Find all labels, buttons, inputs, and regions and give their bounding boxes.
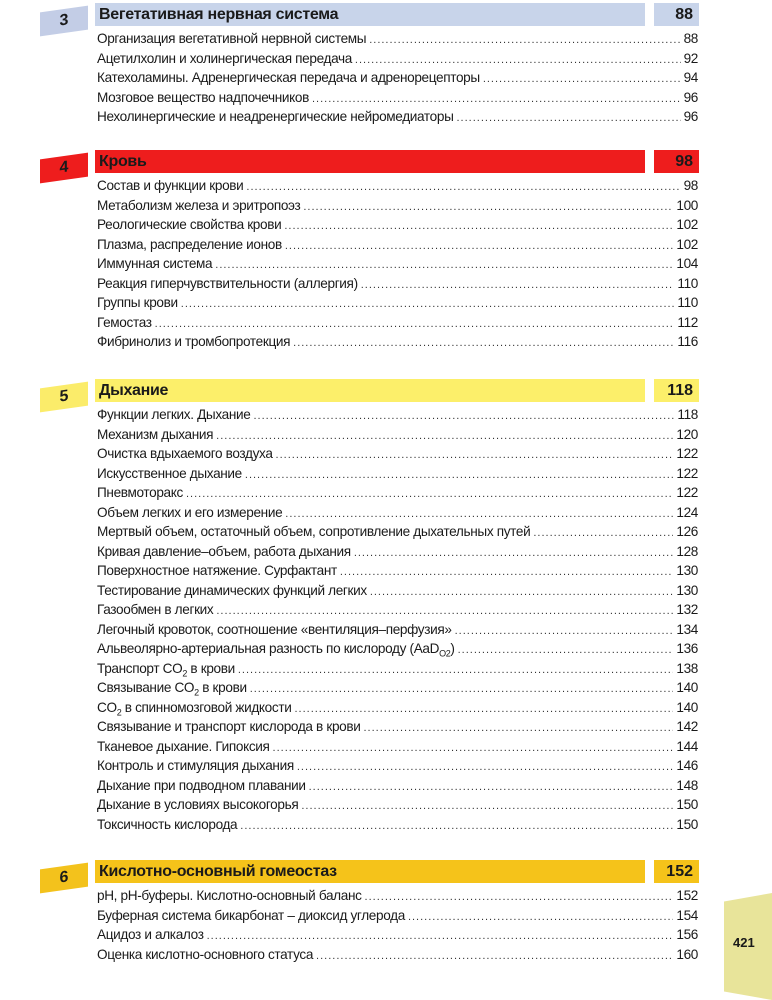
entry-title <box>97 256 212 271</box>
entry-title <box>97 109 454 124</box>
entry-title <box>97 602 213 617</box>
entry-title <box>97 947 313 962</box>
entry-text: Реакция гиперчувствительности (аллергия) <box>97 275 358 291</box>
toc-entry[interactable] <box>97 524 698 544</box>
entry-page: 100 <box>676 197 698 213</box>
entry-page: 96 <box>683 109 698 124</box>
leader-dots <box>361 279 675 291</box>
toc-entry[interactable] <box>97 276 698 296</box>
leader-dots <box>301 800 673 812</box>
entry-page: 142 <box>676 719 698 734</box>
entry-title <box>97 31 366 46</box>
leader-dots <box>246 181 680 193</box>
leader-dots <box>181 298 675 310</box>
toc-entry[interactable] <box>97 109 698 129</box>
entry-text-tail: в спинномозговой жидкости <box>121 699 292 715</box>
leader-dots <box>354 547 674 559</box>
toc-entry[interactable] <box>97 178 698 198</box>
entry-title <box>97 700 291 718</box>
entry-page: 116 <box>677 334 698 349</box>
entry-page: 96 <box>683 89 698 105</box>
entry-text: Тканевое дыхание. Гипоксия <box>97 738 270 754</box>
entry-text: Связывание и транспорт кислорода в крови <box>97 719 361 734</box>
entry-page: 122 <box>676 465 698 481</box>
entry-list <box>97 31 698 129</box>
toc-entry[interactable] <box>97 407 698 427</box>
chapter-title[interactable]: Кровь <box>95 150 645 173</box>
leader-dots <box>155 318 675 330</box>
leader-dots <box>215 259 673 271</box>
entry-page: 128 <box>676 543 698 559</box>
leader-dots <box>285 240 673 252</box>
entry-text-tail: в крови <box>187 660 235 676</box>
entry-text: Связывание CO <box>97 680 195 695</box>
leader-dots <box>250 683 674 695</box>
entry-page: 160 <box>676 946 698 962</box>
chapter-page: 88 <box>654 3 699 26</box>
entry-title <box>97 778 306 793</box>
entry-text: Плазма, распределение ионов <box>97 236 282 252</box>
toc-entry[interactable] <box>97 90 698 110</box>
entry-title <box>97 237 282 252</box>
toc-entry[interactable] <box>97 778 698 798</box>
toc-entry[interactable] <box>97 51 698 71</box>
entry-title <box>97 217 281 232</box>
toc-entry[interactable] <box>97 739 698 759</box>
entry-title <box>97 485 183 500</box>
toc-entry[interactable] <box>97 719 698 739</box>
leader-dots <box>483 73 681 85</box>
toc-entry[interactable] <box>97 661 698 681</box>
entry-page: 132 <box>676 602 698 617</box>
entry-text: Функции легких. Дыхание <box>97 407 251 422</box>
entry-page: 124 <box>676 504 698 520</box>
leader-dots <box>457 112 681 124</box>
entry-page: 98 <box>683 178 698 193</box>
entry-text: Транспорт CO <box>97 660 183 676</box>
entry-text: pH, pH-буферы. Кислотно-основный баланс <box>97 888 362 903</box>
leader-dots <box>312 93 681 105</box>
toc-entry[interactable] <box>97 641 698 661</box>
entry-text: Оценка кислотно-основного статуса <box>97 946 314 962</box>
entry-page: 118 <box>677 407 698 422</box>
entry-text: Пневмоторакс <box>97 485 183 500</box>
toc-entry[interactable] <box>97 466 698 486</box>
entry-title <box>97 622 452 637</box>
entry-page: 122 <box>676 446 698 461</box>
entry-text: Метаболизм железа и эритропоэз <box>97 197 301 213</box>
toc-entry[interactable] <box>97 700 698 720</box>
entry-page: 104 <box>676 256 698 271</box>
leader-dots <box>408 911 673 923</box>
toc-entry[interactable] <box>97 505 698 525</box>
entry-page: 122 <box>676 485 698 500</box>
entry-title <box>97 739 270 754</box>
toc-entry[interactable] <box>97 797 698 817</box>
entry-page: 140 <box>676 699 698 715</box>
entry-title <box>97 908 405 923</box>
entry-page: 154 <box>676 907 698 923</box>
entry-text: Реологические свойства крови <box>97 217 282 232</box>
toc-entry[interactable] <box>97 583 698 603</box>
entry-subscript: 2 <box>116 707 122 718</box>
entry-text: Мозговое вещество надпочечников <box>97 89 309 105</box>
leader-dots <box>245 469 673 481</box>
leader-dots <box>284 220 673 232</box>
leader-dots <box>370 586 674 598</box>
entry-title <box>97 758 294 773</box>
entry-title <box>97 719 360 734</box>
entry-page: 136 <box>676 641 698 656</box>
entry-text: Состав и функции крови <box>97 178 244 193</box>
entry-text: Дыхание при подводном плавании <box>97 777 306 793</box>
entry-text: Легочный кровоток, соотношение «вентиляция–перфузия» <box>97 621 452 637</box>
entry-text: Контроль и стимуляция дыхания <box>97 758 294 773</box>
toc-entry[interactable] <box>97 217 698 237</box>
entry-page: 144 <box>676 738 698 754</box>
entry-page: 152 <box>676 888 698 903</box>
entry-title <box>97 276 358 291</box>
entry-title <box>97 563 337 578</box>
entry-text: Мертвый объем, остаточный объем, сопротивление дыхательных путей <box>97 524 531 539</box>
leader-dots <box>303 201 673 213</box>
entry-text: Группы крови <box>97 295 178 310</box>
entry-page: 134 <box>676 621 698 637</box>
entry-title <box>97 524 530 539</box>
leader-dots <box>294 703 673 715</box>
leader-dots <box>369 34 680 46</box>
entry-text: Организация вегетативной нервной системы <box>97 31 367 46</box>
leader-dots <box>240 820 673 832</box>
entry-title <box>97 178 243 193</box>
entry-title <box>97 198 300 213</box>
entry-text: Тестирование динамических функций легких <box>97 582 367 598</box>
entry-page: 88 <box>683 31 698 46</box>
leader-dots <box>455 625 674 637</box>
toc-entry[interactable] <box>97 622 698 642</box>
toc-entry[interactable] <box>97 198 698 218</box>
entry-title <box>97 446 273 461</box>
entry-title <box>97 505 282 520</box>
entry-text: Ацетилхолин и холинергическая передача <box>97 50 352 66</box>
entry-page: 130 <box>676 563 698 578</box>
entry-title <box>97 295 178 310</box>
chapter-page: 98 <box>654 150 699 173</box>
entry-page: 94 <box>683 70 698 85</box>
toc-entry[interactable] <box>97 927 698 947</box>
toc-entry[interactable] <box>97 70 698 90</box>
entry-page: 148 <box>676 777 698 793</box>
leader-dots <box>186 488 673 500</box>
entry-text: Нехолинергические и неадренергические нейромедиаторы <box>97 109 454 124</box>
entry-page: 110 <box>677 275 698 291</box>
toc-entry[interactable] <box>97 427 698 447</box>
entry-title <box>97 888 362 903</box>
leader-dots <box>363 722 673 734</box>
toc-entry[interactable] <box>97 315 698 335</box>
leader-dots <box>355 54 681 66</box>
toc-entry[interactable] <box>97 544 698 564</box>
leader-dots <box>238 664 674 676</box>
toc-entry[interactable] <box>97 295 698 315</box>
entry-page: 102 <box>676 236 698 252</box>
entry-title <box>97 315 152 330</box>
entry-text: Ацидоз и алкалоз <box>97 927 204 942</box>
leader-dots <box>285 508 673 520</box>
entry-text-tail: в крови <box>198 680 247 695</box>
toc-entry[interactable] <box>97 817 698 837</box>
toc-entry[interactable] <box>97 888 698 908</box>
leader-dots <box>316 950 673 962</box>
entry-page: 130 <box>676 582 698 598</box>
entry-title <box>97 583 367 598</box>
entry-page: 156 <box>676 927 698 942</box>
entry-page: 126 <box>676 524 698 539</box>
entry-text: Искусственное дыхание <box>97 465 242 481</box>
entry-page: 140 <box>676 680 698 695</box>
entry-title <box>97 797 298 812</box>
chapter-page: 152 <box>654 860 699 883</box>
chapter-title[interactable]: Вегетативная нервная система <box>95 3 645 26</box>
chapter-number-tab: 3 <box>40 6 88 37</box>
entry-text: Буферная система бикарбонат – диоксид углерода <box>97 907 405 923</box>
entry-title <box>97 641 455 659</box>
entry-title <box>97 407 250 422</box>
entry-subscript: 2 <box>194 687 199 698</box>
entry-page: 112 <box>677 314 698 330</box>
entry-subscript: O2 <box>439 648 451 659</box>
leader-dots <box>458 644 674 656</box>
leader-dots <box>273 742 674 754</box>
entry-title <box>97 427 213 442</box>
entry-title <box>97 51 352 66</box>
toc-entry[interactable] <box>97 237 698 257</box>
entry-text: Токсичность кислорода <box>97 816 238 832</box>
entry-text: Иммунная система <box>97 256 213 271</box>
chapter-title[interactable]: Дыхание <box>95 379 645 402</box>
entry-title <box>97 90 309 105</box>
entry-list <box>97 178 698 354</box>
leader-dots <box>340 566 673 578</box>
toc-entry[interactable] <box>97 680 698 700</box>
entry-page: 110 <box>677 295 698 310</box>
toc-entry[interactable] <box>97 446 698 466</box>
entry-text: Фибринолиз и тромбопротекция <box>97 334 291 349</box>
leader-dots <box>293 337 674 349</box>
entry-text: Кривая давление–объем, работа дыхания <box>97 543 351 559</box>
toc-entry[interactable] <box>97 947 698 967</box>
chapter-number-tab: 4 <box>40 153 88 184</box>
entry-page: 120 <box>676 426 698 442</box>
entry-title <box>97 544 351 559</box>
entry-page: 92 <box>683 50 698 66</box>
leader-dots <box>297 761 674 773</box>
leader-dots <box>533 527 673 539</box>
entry-title <box>97 817 237 832</box>
entry-text-tail: ) <box>450 641 455 656</box>
leader-dots <box>276 449 674 461</box>
page-number: 421 <box>733 935 755 950</box>
leader-dots <box>216 605 673 617</box>
entry-page: 102 <box>676 217 698 232</box>
toc-entry[interactable] <box>97 602 698 622</box>
entry-title <box>97 466 242 481</box>
entry-title <box>97 927 204 942</box>
toc-entry[interactable] <box>97 758 698 778</box>
leader-dots <box>365 891 674 903</box>
chapter-title[interactable]: Кислотно-основный гомеостаз <box>95 860 645 883</box>
leader-dots <box>207 930 674 942</box>
chapter-number-tab: 6 <box>40 863 88 894</box>
toc-entry[interactable] <box>97 256 698 276</box>
entry-page: 150 <box>676 816 698 832</box>
leader-dots <box>309 781 674 793</box>
entry-text: Катехоламины. Адренергическая передача и адренорецепторы <box>97 70 480 85</box>
leader-dots <box>253 410 674 422</box>
chapter-page: 118 <box>654 379 699 402</box>
entry-title <box>97 661 235 679</box>
entry-page: 146 <box>676 758 698 773</box>
toc-entry[interactable] <box>97 908 698 928</box>
leader-dots <box>216 430 673 442</box>
entry-title <box>97 70 480 85</box>
entry-title <box>97 680 247 698</box>
toc-entry[interactable] <box>97 485 698 505</box>
entry-page: 150 <box>676 797 698 812</box>
entry-text: Поверхностное натяжение. Сурфактант <box>97 563 337 578</box>
entry-text: Газообмен в легких <box>97 602 214 617</box>
entry-text: CO <box>97 699 117 715</box>
entry-text: Альвеолярно-артериальная разность по кислороду (AaD <box>97 641 440 656</box>
entry-text: Очистка вдыхаемого воздуха <box>97 446 273 461</box>
entry-list <box>97 888 698 966</box>
chapter-number-tab: 5 <box>40 382 88 413</box>
entry-text: Объем легких и его измерение <box>97 504 283 520</box>
entry-list <box>97 407 698 836</box>
entry-title <box>97 334 290 349</box>
toc-entry[interactable] <box>97 31 698 51</box>
entry-text: Дыхание в условиях высокогорья <box>97 797 299 812</box>
entry-text: Механизм дыхания <box>97 426 214 442</box>
entry-page: 138 <box>676 660 698 676</box>
toc-entry[interactable] <box>97 563 698 583</box>
entry-subscript: 2 <box>182 668 187 679</box>
toc-entry[interactable] <box>97 334 698 354</box>
entry-text: Гемостаз <box>97 314 152 330</box>
